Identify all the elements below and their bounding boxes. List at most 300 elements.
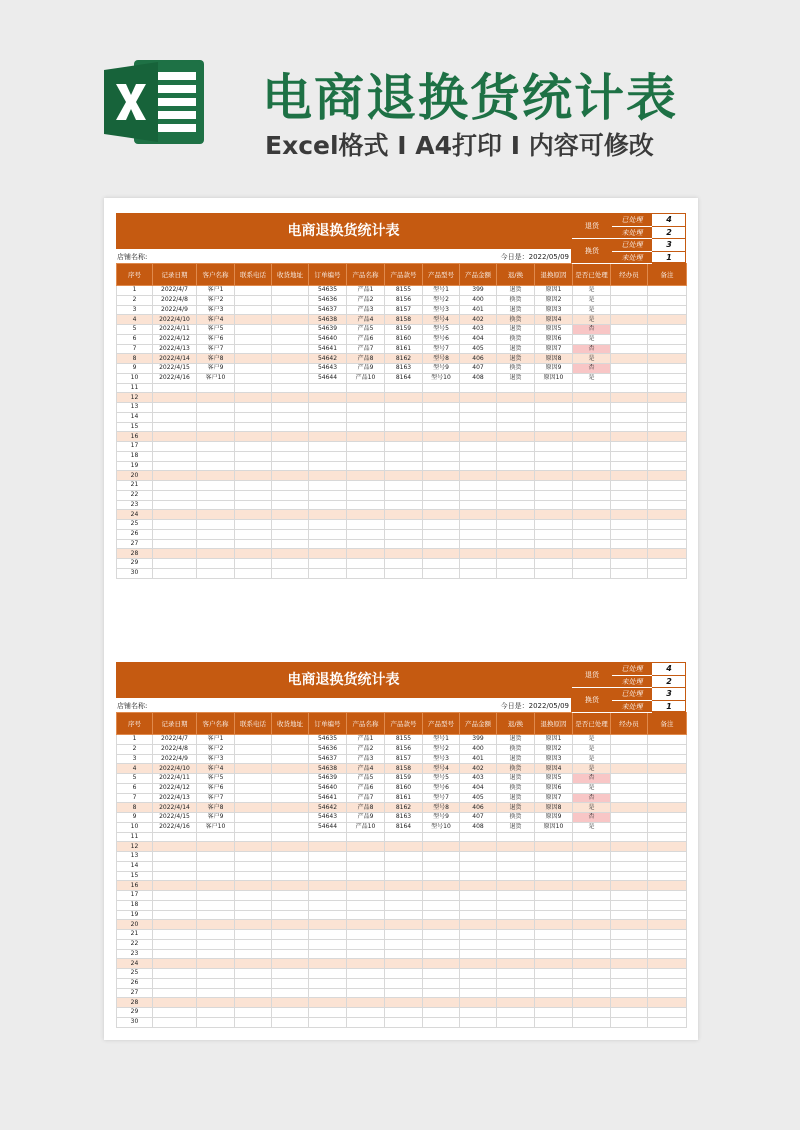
table-cell[interactable] xyxy=(423,471,460,481)
table-cell[interactable]: 13 xyxy=(117,403,153,413)
table-cell[interactable] xyxy=(309,451,347,461)
table-cell[interactable] xyxy=(648,735,687,745)
table-cell[interactable] xyxy=(153,383,197,393)
table-cell[interactable]: 2022/4/12 xyxy=(153,334,197,344)
table-cell[interactable]: 客户3 xyxy=(197,305,235,315)
table-cell[interactable] xyxy=(153,1008,197,1018)
table-cell[interactable] xyxy=(423,949,460,959)
table-cell[interactable] xyxy=(197,568,235,578)
table-cell[interactable] xyxy=(347,471,385,481)
table-cell[interactable] xyxy=(423,1017,460,1027)
table-cell[interactable] xyxy=(347,539,385,549)
table-cell[interactable]: 型号5 xyxy=(423,774,460,784)
table-cell[interactable]: 20 xyxy=(117,920,153,930)
table-cell[interactable] xyxy=(611,432,648,442)
table-cell[interactable] xyxy=(611,842,648,852)
table-cell[interactable] xyxy=(385,988,423,998)
table-cell[interactable] xyxy=(309,900,347,910)
table-cell[interactable] xyxy=(235,432,272,442)
table-cell[interactable] xyxy=(272,871,309,881)
table-cell[interactable]: 18 xyxy=(117,900,153,910)
table-cell[interactable]: 26 xyxy=(117,978,153,988)
table-cell[interactable]: 23 xyxy=(117,949,153,959)
table-cell[interactable]: 换货 xyxy=(497,813,535,823)
table-cell[interactable] xyxy=(197,969,235,979)
table-cell[interactable] xyxy=(309,403,347,413)
table-cell[interactable] xyxy=(611,891,648,901)
table-cell[interactable] xyxy=(272,325,309,335)
table-cell[interactable]: 是 xyxy=(573,735,611,745)
table-cell[interactable] xyxy=(272,529,309,539)
table-cell[interactable]: 27 xyxy=(117,539,153,549)
table-cell[interactable] xyxy=(272,393,309,403)
table-cell[interactable] xyxy=(423,568,460,578)
summary-count[interactable]: 1 xyxy=(652,252,686,265)
table-cell[interactable] xyxy=(347,393,385,403)
table-cell[interactable] xyxy=(535,383,573,393)
table-cell[interactable] xyxy=(347,383,385,393)
table-cell[interactable] xyxy=(423,920,460,930)
table-cell[interactable] xyxy=(309,988,347,998)
table-cell[interactable] xyxy=(535,549,573,559)
table-cell[interactable]: 产品7 xyxy=(347,344,385,354)
table-cell[interactable]: 8156 xyxy=(385,295,423,305)
table-cell[interactable] xyxy=(573,451,611,461)
table-cell[interactable] xyxy=(497,510,535,520)
table-cell[interactable] xyxy=(347,549,385,559)
table-cell[interactable]: 退货 xyxy=(497,735,535,745)
table-cell[interactable] xyxy=(497,949,535,959)
table-cell[interactable] xyxy=(535,510,573,520)
table-cell[interactable] xyxy=(197,500,235,510)
table-cell[interactable]: 客户1 xyxy=(197,286,235,296)
table-cell[interactable] xyxy=(309,383,347,393)
table-cell[interactable] xyxy=(385,432,423,442)
table-cell[interactable] xyxy=(272,286,309,296)
table-cell[interactable] xyxy=(153,842,197,852)
table-cell[interactable] xyxy=(235,852,272,862)
table-cell[interactable] xyxy=(497,451,535,461)
table-cell[interactable] xyxy=(460,939,497,949)
table-cell[interactable] xyxy=(535,403,573,413)
table-cell[interactable] xyxy=(573,383,611,393)
table-cell[interactable] xyxy=(611,852,648,862)
table-cell[interactable]: 8160 xyxy=(385,783,423,793)
table-cell[interactable] xyxy=(235,783,272,793)
table-cell[interactable] xyxy=(573,500,611,510)
table-cell[interactable] xyxy=(497,871,535,881)
table-cell[interactable] xyxy=(611,764,648,774)
table-cell[interactable] xyxy=(648,432,687,442)
table-cell[interactable] xyxy=(347,920,385,930)
table-cell[interactable] xyxy=(347,939,385,949)
table-cell[interactable] xyxy=(197,549,235,559)
table-cell[interactable] xyxy=(197,422,235,432)
table-cell[interactable] xyxy=(309,861,347,871)
table-cell[interactable]: 客户1 xyxy=(197,735,235,745)
table-cell[interactable] xyxy=(153,432,197,442)
table-cell[interactable]: 退货 xyxy=(497,774,535,784)
table-cell[interactable] xyxy=(611,998,648,1008)
table-cell[interactable]: 8164 xyxy=(385,373,423,383)
table-cell[interactable] xyxy=(497,559,535,569)
table-cell[interactable] xyxy=(235,744,272,754)
table-cell[interactable] xyxy=(197,998,235,1008)
table-cell[interactable] xyxy=(611,393,648,403)
table-cell[interactable] xyxy=(535,1008,573,1018)
table-cell[interactable] xyxy=(197,900,235,910)
table-cell[interactable] xyxy=(347,969,385,979)
table-cell[interactable] xyxy=(309,832,347,842)
table-cell[interactable] xyxy=(535,568,573,578)
table-cell[interactable]: 型号8 xyxy=(423,803,460,813)
table-cell[interactable] xyxy=(347,422,385,432)
table-cell[interactable]: 24 xyxy=(117,959,153,969)
table-cell[interactable]: 54641 xyxy=(309,793,347,803)
table-cell[interactable] xyxy=(347,852,385,862)
table-cell[interactable]: 是 xyxy=(573,334,611,344)
table-cell[interactable] xyxy=(648,920,687,930)
table-cell[interactable] xyxy=(385,520,423,530)
table-cell[interactable] xyxy=(611,471,648,481)
table-cell[interactable] xyxy=(385,832,423,842)
table-cell[interactable] xyxy=(153,568,197,578)
table-cell[interactable] xyxy=(611,988,648,998)
table-cell[interactable] xyxy=(235,403,272,413)
table-cell[interactable] xyxy=(153,998,197,1008)
table-cell[interactable] xyxy=(497,393,535,403)
table-cell[interactable] xyxy=(535,949,573,959)
table-cell[interactable]: 2022/4/13 xyxy=(153,793,197,803)
table-cell[interactable] xyxy=(385,500,423,510)
table-cell[interactable] xyxy=(460,539,497,549)
table-cell[interactable]: 23 xyxy=(117,500,153,510)
table-cell[interactable]: 3 xyxy=(117,305,153,315)
table-cell[interactable] xyxy=(648,559,687,569)
table-cell[interactable] xyxy=(235,900,272,910)
table-cell[interactable] xyxy=(648,842,687,852)
table-cell[interactable] xyxy=(235,920,272,930)
table-cell[interactable]: 4 xyxy=(117,764,153,774)
table-cell[interactable] xyxy=(272,959,309,969)
table-cell[interactable] xyxy=(535,412,573,422)
table-cell[interactable] xyxy=(611,539,648,549)
table-cell[interactable]: 产品1 xyxy=(347,735,385,745)
table-cell[interactable] xyxy=(309,510,347,520)
table-cell[interactable] xyxy=(460,832,497,842)
table-cell[interactable] xyxy=(309,881,347,891)
table-cell[interactable] xyxy=(385,1008,423,1018)
table-cell[interactable]: 型号6 xyxy=(423,783,460,793)
table-cell[interactable] xyxy=(272,442,309,452)
table-cell[interactable]: 否 xyxy=(573,774,611,784)
table-cell[interactable] xyxy=(235,315,272,325)
table-cell[interactable] xyxy=(197,520,235,530)
table-cell[interactable] xyxy=(309,1017,347,1027)
table-cell[interactable] xyxy=(235,344,272,354)
table-cell[interactable] xyxy=(423,490,460,500)
table-cell[interactable]: 28 xyxy=(117,549,153,559)
table-cell[interactable]: 客户8 xyxy=(197,354,235,364)
table-cell[interactable]: 54639 xyxy=(309,774,347,784)
table-cell[interactable]: 型号7 xyxy=(423,344,460,354)
table-cell[interactable]: 3 xyxy=(117,754,153,764)
table-cell[interactable] xyxy=(648,832,687,842)
table-cell[interactable] xyxy=(153,900,197,910)
table-cell[interactable] xyxy=(423,432,460,442)
table-cell[interactable]: 25 xyxy=(117,969,153,979)
table-cell[interactable] xyxy=(573,1008,611,1018)
table-cell[interactable] xyxy=(347,529,385,539)
table-cell[interactable]: 客户4 xyxy=(197,315,235,325)
table-cell[interactable]: 型号3 xyxy=(423,305,460,315)
table-cell[interactable] xyxy=(460,861,497,871)
table-cell[interactable] xyxy=(309,568,347,578)
table-cell[interactable] xyxy=(611,529,648,539)
table-cell[interactable] xyxy=(235,842,272,852)
table-cell[interactable] xyxy=(648,803,687,813)
table-cell[interactable]: 54643 xyxy=(309,364,347,374)
table-cell[interactable] xyxy=(385,403,423,413)
table-cell[interactable]: 客户7 xyxy=(197,344,235,354)
table-cell[interactable] xyxy=(611,793,648,803)
table-cell[interactable] xyxy=(235,364,272,374)
table-cell[interactable]: 54639 xyxy=(309,325,347,335)
table-cell[interactable]: 型号10 xyxy=(423,822,460,832)
table-cell[interactable] xyxy=(309,959,347,969)
table-cell[interactable] xyxy=(648,364,687,374)
table-cell[interactable] xyxy=(611,939,648,949)
table-cell[interactable] xyxy=(460,451,497,461)
table-cell[interactable] xyxy=(648,988,687,998)
table-cell[interactable] xyxy=(385,549,423,559)
table-cell[interactable] xyxy=(385,481,423,491)
table-cell[interactable] xyxy=(611,354,648,364)
table-cell[interactable] xyxy=(309,871,347,881)
table-cell[interactable]: 产品5 xyxy=(347,774,385,784)
table-cell[interactable] xyxy=(197,393,235,403)
table-cell[interactable] xyxy=(423,871,460,881)
summary-count[interactable]: 3 xyxy=(652,688,686,701)
table-cell[interactable]: 产品2 xyxy=(347,744,385,754)
table-cell[interactable]: 产品10 xyxy=(347,373,385,383)
table-cell[interactable]: 2022/4/16 xyxy=(153,822,197,832)
table-cell[interactable] xyxy=(611,1008,648,1018)
table-cell[interactable] xyxy=(497,900,535,910)
table-cell[interactable] xyxy=(611,520,648,530)
table-cell[interactable]: 2022/4/11 xyxy=(153,325,197,335)
table-cell[interactable] xyxy=(385,568,423,578)
table-cell[interactable] xyxy=(272,549,309,559)
table-cell[interactable] xyxy=(423,910,460,920)
table-cell[interactable] xyxy=(573,422,611,432)
table-cell[interactable] xyxy=(235,891,272,901)
table-cell[interactable]: 客户8 xyxy=(197,803,235,813)
table-cell[interactable] xyxy=(385,852,423,862)
table-cell[interactable]: 换货 xyxy=(497,315,535,325)
table-cell[interactable] xyxy=(272,432,309,442)
table-cell[interactable]: 退货 xyxy=(497,803,535,813)
table-cell[interactable] xyxy=(309,891,347,901)
table-cell[interactable] xyxy=(423,930,460,940)
table-cell[interactable]: 产品4 xyxy=(347,315,385,325)
table-cell[interactable]: 54638 xyxy=(309,315,347,325)
table-cell[interactable] xyxy=(309,500,347,510)
table-cell[interactable] xyxy=(611,442,648,452)
table-cell[interactable] xyxy=(153,442,197,452)
table-cell[interactable] xyxy=(611,744,648,754)
table-cell[interactable]: 型号9 xyxy=(423,364,460,374)
table-cell[interactable] xyxy=(535,910,573,920)
table-cell[interactable] xyxy=(573,978,611,988)
table-cell[interactable] xyxy=(611,305,648,315)
table-cell[interactable] xyxy=(347,881,385,891)
table-cell[interactable] xyxy=(460,500,497,510)
table-cell[interactable] xyxy=(385,861,423,871)
table-cell[interactable]: 原因9 xyxy=(535,364,573,374)
table-cell[interactable] xyxy=(235,471,272,481)
table-cell[interactable] xyxy=(460,920,497,930)
table-cell[interactable] xyxy=(272,334,309,344)
table-cell[interactable]: 客户2 xyxy=(197,295,235,305)
table-cell[interactable] xyxy=(573,510,611,520)
table-cell[interactable] xyxy=(497,1017,535,1027)
table-cell[interactable]: 401 xyxy=(460,754,497,764)
table-cell[interactable]: 54637 xyxy=(309,754,347,764)
table-cell[interactable]: 2022/4/11 xyxy=(153,774,197,784)
table-cell[interactable] xyxy=(573,559,611,569)
table-cell[interactable] xyxy=(497,461,535,471)
table-cell[interactable] xyxy=(197,871,235,881)
table-cell[interactable] xyxy=(648,959,687,969)
table-cell[interactable] xyxy=(611,286,648,296)
table-cell[interactable] xyxy=(648,891,687,901)
table-cell[interactable] xyxy=(460,959,497,969)
table-cell[interactable] xyxy=(347,500,385,510)
table-cell[interactable] xyxy=(611,783,648,793)
table-cell[interactable] xyxy=(347,510,385,520)
table-cell[interactable] xyxy=(573,549,611,559)
table-cell[interactable] xyxy=(272,471,309,481)
table-cell[interactable]: 19 xyxy=(117,461,153,471)
table-cell[interactable]: 客户6 xyxy=(197,783,235,793)
table-cell[interactable] xyxy=(497,930,535,940)
table-cell[interactable]: 54642 xyxy=(309,803,347,813)
table-cell[interactable] xyxy=(153,412,197,422)
table-cell[interactable] xyxy=(497,832,535,842)
table-cell[interactable]: 18 xyxy=(117,451,153,461)
table-cell[interactable]: 原因9 xyxy=(535,813,573,823)
table-cell[interactable]: 8 xyxy=(117,803,153,813)
table-cell[interactable] xyxy=(423,442,460,452)
table-cell[interactable] xyxy=(535,978,573,988)
table-cell[interactable] xyxy=(309,490,347,500)
table-cell[interactable] xyxy=(423,969,460,979)
table-cell[interactable] xyxy=(573,949,611,959)
table-cell[interactable] xyxy=(272,451,309,461)
table-cell[interactable] xyxy=(611,325,648,335)
table-cell[interactable] xyxy=(235,286,272,296)
table-cell[interactable] xyxy=(153,393,197,403)
table-cell[interactable] xyxy=(385,978,423,988)
table-cell[interactable] xyxy=(153,529,197,539)
table-cell[interactable] xyxy=(235,861,272,871)
table-cell[interactable] xyxy=(235,1017,272,1027)
table-cell[interactable]: 原因7 xyxy=(535,793,573,803)
table-cell[interactable] xyxy=(235,949,272,959)
table-cell[interactable] xyxy=(347,861,385,871)
summary-count[interactable]: 4 xyxy=(652,663,686,676)
table-cell[interactable] xyxy=(460,988,497,998)
table-cell[interactable]: 是 xyxy=(573,754,611,764)
table-cell[interactable] xyxy=(309,461,347,471)
table-cell[interactable] xyxy=(573,520,611,530)
table-cell[interactable] xyxy=(423,832,460,842)
table-cell[interactable]: 型号7 xyxy=(423,793,460,803)
table-cell[interactable] xyxy=(611,735,648,745)
table-cell[interactable]: 型号5 xyxy=(423,325,460,335)
table-cell[interactable] xyxy=(347,900,385,910)
table-cell[interactable] xyxy=(197,539,235,549)
table-cell[interactable] xyxy=(235,939,272,949)
table-cell[interactable]: 原因2 xyxy=(535,744,573,754)
table-cell[interactable] xyxy=(648,871,687,881)
table-cell[interactable] xyxy=(235,1008,272,1018)
table-cell[interactable] xyxy=(535,891,573,901)
table-cell[interactable] xyxy=(272,510,309,520)
table-cell[interactable] xyxy=(272,500,309,510)
table-cell[interactable] xyxy=(272,881,309,891)
table-cell[interactable] xyxy=(535,871,573,881)
table-cell[interactable] xyxy=(497,403,535,413)
table-cell[interactable] xyxy=(611,373,648,383)
table-cell[interactable] xyxy=(153,988,197,998)
table-cell[interactable] xyxy=(235,481,272,491)
table-cell[interactable] xyxy=(347,978,385,988)
table-cell[interactable]: 原因6 xyxy=(535,334,573,344)
table-cell[interactable]: 405 xyxy=(460,344,497,354)
table-cell[interactable] xyxy=(535,422,573,432)
table-cell[interactable] xyxy=(272,539,309,549)
table-cell[interactable] xyxy=(385,451,423,461)
table-cell[interactable]: 8162 xyxy=(385,803,423,813)
table-cell[interactable] xyxy=(153,852,197,862)
table-cell[interactable] xyxy=(235,500,272,510)
table-cell[interactable] xyxy=(535,998,573,1008)
table-cell[interactable] xyxy=(272,422,309,432)
table-cell[interactable] xyxy=(497,529,535,539)
table-cell[interactable]: 原因4 xyxy=(535,764,573,774)
table-cell[interactable] xyxy=(272,939,309,949)
table-cell[interactable] xyxy=(197,861,235,871)
table-cell[interactable] xyxy=(197,442,235,452)
table-cell[interactable] xyxy=(347,871,385,881)
table-cell[interactable] xyxy=(197,383,235,393)
table-cell[interactable] xyxy=(153,969,197,979)
table-cell[interactable]: 10 xyxy=(117,373,153,383)
table-cell[interactable] xyxy=(497,891,535,901)
table-cell[interactable] xyxy=(460,549,497,559)
table-cell[interactable] xyxy=(347,930,385,940)
table-cell[interactable]: 54636 xyxy=(309,744,347,754)
table-cell[interactable] xyxy=(385,949,423,959)
table-cell[interactable] xyxy=(272,305,309,315)
table-cell[interactable] xyxy=(460,393,497,403)
table-cell[interactable] xyxy=(197,842,235,852)
table-cell[interactable] xyxy=(648,442,687,452)
table-cell[interactable] xyxy=(309,969,347,979)
summary-count[interactable]: 1 xyxy=(652,701,686,714)
